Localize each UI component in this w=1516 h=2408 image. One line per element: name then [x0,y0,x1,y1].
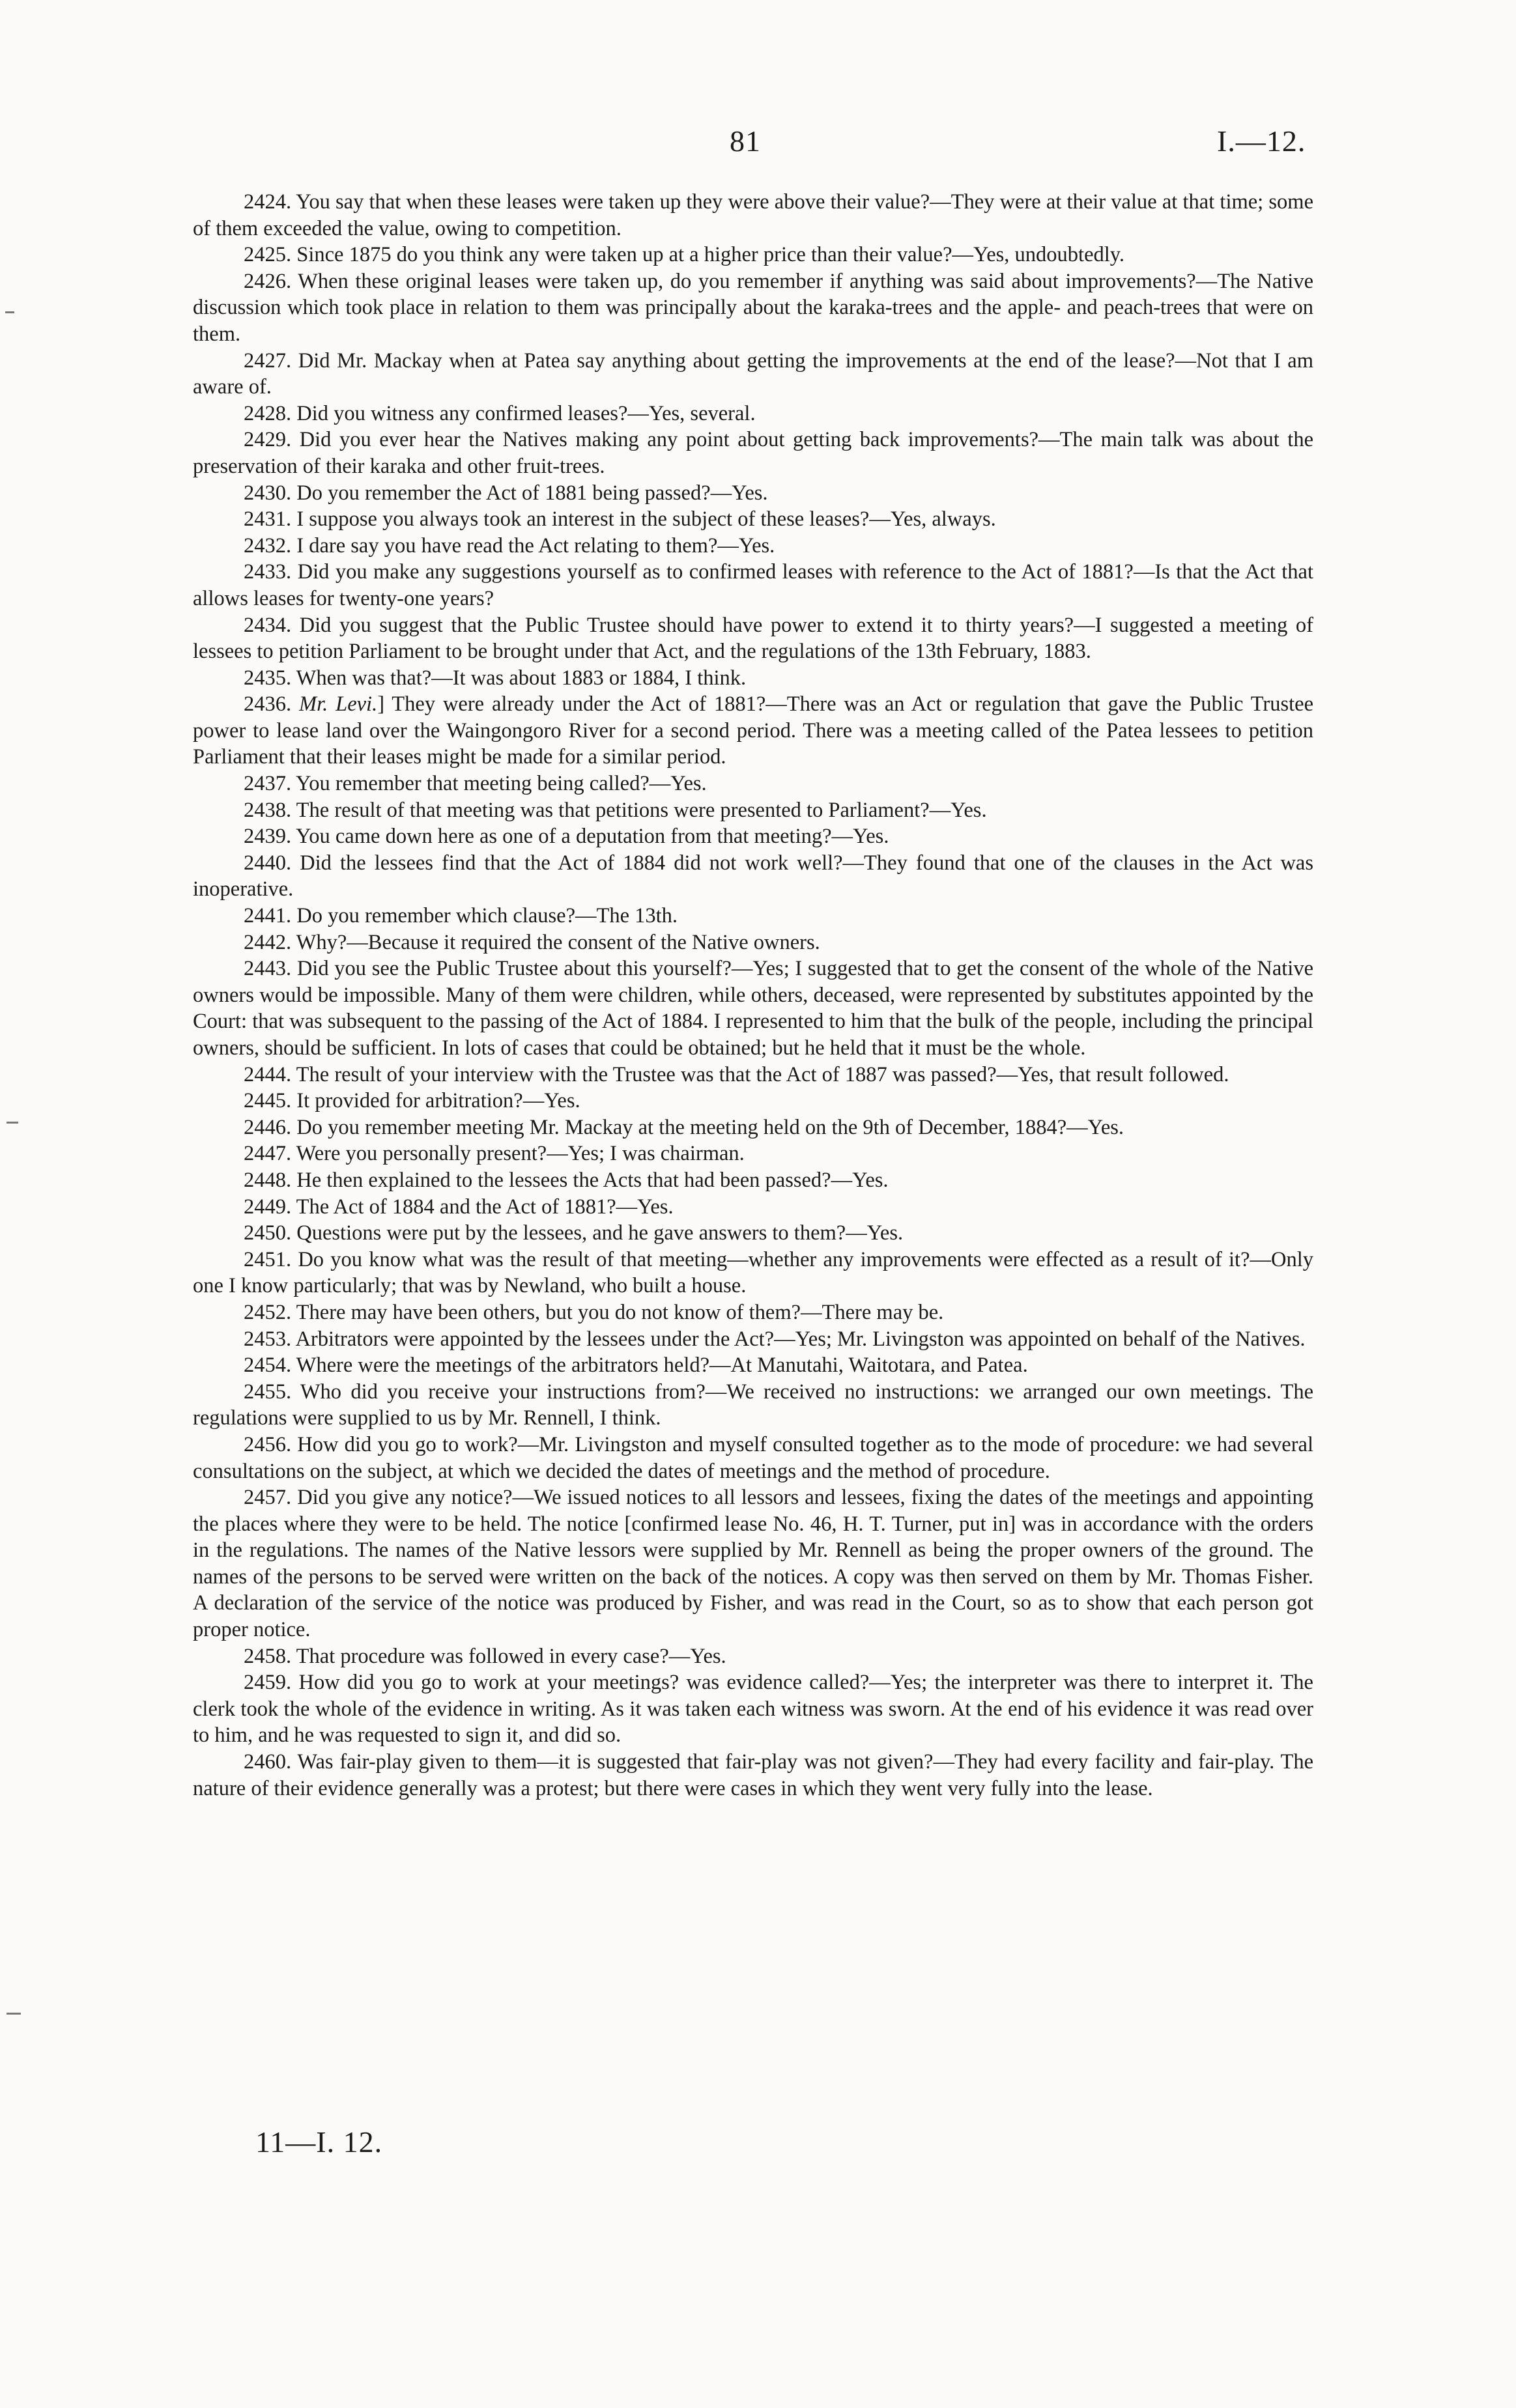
evidence-paragraph: 2443. Did you see the Public Trustee about this yourself?—Yes; I suggested that to get the consent of the whole of the Native owners would be impossible. Many of them were children, while others, deceased, were represented by substitutes appointed by the Court: that was subsequent to the passing of the Act of 1884. I represented to him that the bulk of the people, including the principal owners, should be sufficient. In lots of cases that could be obtained; but he held that it must be the whole. [193,957,1313,1060]
margin-mark [7,1122,18,1124]
evidence-paragraph: 2454. Where were the meetings of the arbitrators held?—At Manutahi, Waitotara, and Patea. [244,1353,1028,1378]
sheet-signature: 11—I. 12. [255,2125,383,2159]
evidence-paragraph: 2439. You came down here as one of a deputation from that meeting?—Yes. [244,825,889,849]
evidence-paragraph: 2449. The Act of 1884 and the Act of 1881?—Yes. [244,1195,674,1219]
evidence-paragraph: 2429. Did you ever hear the Natives making any point about getting back improvements?—The main talk was about the preservation of their karaka and other fruit-trees. [193,428,1313,478]
evidence-paragraph: 2446. Do you remember meeting Mr. Mackay at the meeting held on the 9th of December, 1884?—Yes. [244,1115,1124,1139]
margin-mark [5,311,14,313]
evidence-paragraph: 2424. You say that when these leases were taken up they were above their value?—They were at their value at that time; some of them exceeded the value, owing to competition. [193,190,1313,240]
evidence-paragraph: 2434. Did you suggest that the Public Trustee should have power to extend it to thirty years?—I suggested a meeting of lessees to petition Parliament to be brought under that Act, and the regulations of the 13th February, 1883. [193,613,1313,664]
evidence-paragraph: 2445. It provided for arbitration?—Yes. [244,1089,580,1113]
evidence-paragraph: 2437. You remember that meeting being called?—Yes. [244,772,707,796]
evidence-paragraph: 2436. Mr. Levi.] They were already under the Act of 1881?—There was an Act or regulation that gave the Public Trustee power to lease land over the Waingongoro River for a second period. There was a meeting called of the Patea lessees to petition Parliament that their leases might be made for a similar period. [193,692,1314,769]
evidence-paragraph: 2450. Questions were put by the lessees, and he gave answers to them?—Yes. [244,1221,904,1245]
evidence-paragraph: 2440. Did the lessees find that the Act of 1884 did not work well?—They found that one of the clauses in the Act was inoperative. [193,851,1313,901]
evidence-paragraph: 2453. Arbitrators were appointed by the lessees under the Act?—Yes; Mr. Livingston was appointed on behalf of the Natives. [244,1327,1306,1351]
evidence-paragraph: 2442. Why?—Because it required the consent of the Native owners. [244,930,820,954]
evidence-paragraph: 2455. Who did you receive your instructions from?—We received no instructions: we arranged our own meetings. The regulations were supplied to us by Mr. Rennell, I think. [193,1380,1313,1430]
evidence-paragraph: 2425. Since 1875 do you think any were taken up at a higher price than their value?—Yes, undoubtedly. [244,243,1125,267]
evidence-paragraph: 2430. Do you remember the Act of 1881 being passed?—Yes. [244,481,768,505]
evidence-paragraph: 2452. There may have been others, but you do not know of them?—There may be. [244,1300,944,1324]
evidence-paragraph: 2438. The result of that meeting was that petitions were presented to Parliament?—Yes. [244,798,987,822]
evidence-paragraph: 2458. That procedure was followed in every case?—Yes. [244,1644,726,1668]
evidence-paragraph: 2426. When these original leases were taken up, do you remember if anything was said about improvements?—The Native discussion which took place in relation to them was principally about the karaka-trees and the apple- and peach-trees that were on them. [193,269,1313,346]
evidence-paragraph: 2427. Did Mr. Mackay when at Patea say anything about getting the improvements at the end of the lease?—Not that I am aware of. [193,348,1313,399]
evidence-paragraph: 2451. Do you know what was the result of that meeting—whether any improvements were effected as a result of it?—Only one I know particularly; that was by Newland, who built a house. [193,1247,1313,1298]
evidence-paragraph: 2433. Did you make any suggestions yourself as to confirmed leases with reference to the Act of 1881?—Is that the Act that allows leases for twenty-one years? [193,560,1313,610]
evidence-paragraph: 2457. Did you give any notice?—We issued notices to all lessors and lessees, fixing the dates of the meetings and appointing the places where they were to be held. The notice [confirmed lease No. 46, H. T. Turner, put in] was in accordance with the orders in the regulations. The names of the Native lessors were supplied by Mr. Rennell as being the proper owners of the ground. The names of the persons to be served were written on the back of the notices. A copy was then served on them by Mr. Thomas Fisher. A declaration of the service of the notice was produced by Fisher, and was read in the Court, so as to show that each person got proper notice. [193,1486,1313,1642]
speaker-name: Mr. Levi. [299,692,378,716]
evidence-paragraph: 2448. He then explained to the lessees the Acts that had been passed?—Yes. [244,1168,889,1192]
evidence-paragraph: 2435. When was that?—It was about 1883 or 1884, I think. [244,666,747,690]
evidence-paragraph: 2444. The result of your interview with the Trustee was that the Act of 1887 was passed?—Yes, that result followed. [244,1062,1229,1086]
evidence-paragraph: 2447. Were you personally present?—Yes; I was chairman. [244,1142,745,1166]
evidence-paragraph: 2431. I suppose you always took an interest in the subject of these leases?—Yes, always. [244,507,996,531]
evidence-paragraph: 2456. How did you go to work?—Mr. Livingston and myself consulted together as to the mode of procedure: we had several consultations on the subject, at which we decided the dates of meetings and the method of procedure. [193,1432,1313,1483]
evidence-paragraph: 2441. Do you remember which clause?—The 13th. [244,904,678,928]
page-number: 81 [730,124,761,158]
evidence-body [193,189,1313,1802]
evidence-paragraph: 2428. Did you witness any confirmed leases?—Yes, several. [244,401,756,425]
evidence-paragraph: 2460. Was fair-play given to them—it is suggested that fair-play was not given?—They had every facility and fair-play. The nature of their evidence generally was a protest; but there were cases in which they went very fully into the lease. [193,1750,1313,1800]
evidence-paragraph: 2459. How did you go to work at your meetings? was evidence called?—Yes; the interpreter was there to interpret it. The clerk took the whole of the evidence in writing. As it was taken each witness was sworn. At the end of his evidence it was read over to him, and he was requested to sign it, and did so. [193,1671,1313,1748]
margin-mark [7,2013,21,2015]
document-reference: I.—12. [1217,124,1306,158]
evidence-paragraph: 2432. I dare say you have read the Act relating to them?—Yes. [244,533,775,558]
